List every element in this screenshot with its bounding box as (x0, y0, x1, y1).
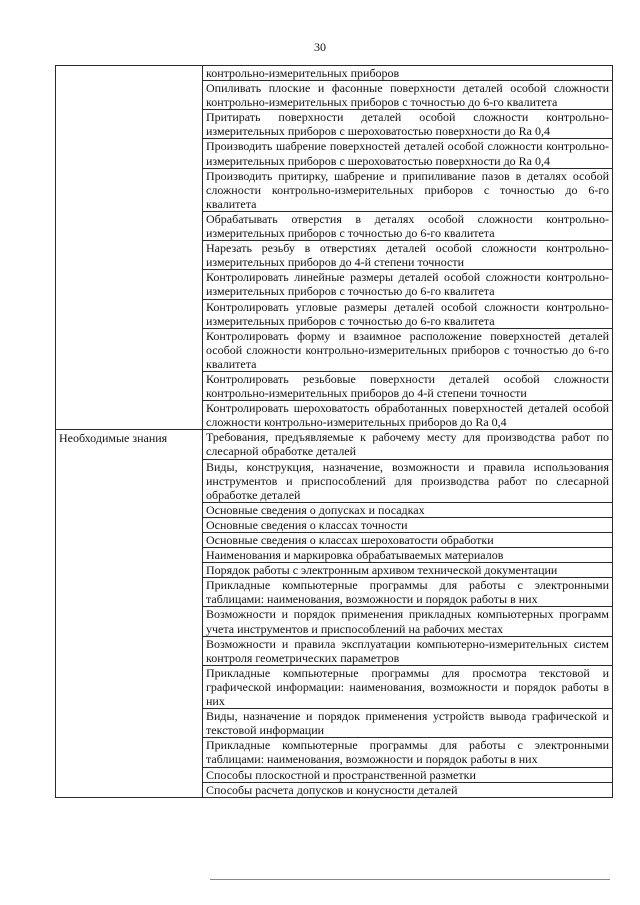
requirement-item: Способы расчета допусков и конусности деталей (203, 782, 613, 797)
table-body (56, 66, 613, 798)
requirement-item: Опиливать плоские и фасонные поверхности деталей особой сложности контрольно-измерительных приборов с точностью до 6-го квалитета (203, 81, 613, 110)
requirement-item: Контролировать угловые размеры деталей особой сложности контрольно-измерительных приборов с точностью до 6-го квалитета (203, 299, 613, 328)
section-label: Необходимые знания (56, 430, 203, 797)
requirement-item: Наименования и маркировка обрабатываемых материалов (203, 548, 613, 563)
requirement-item: Производить притирку, шабрение и припиливание пазов в деталях особой сложности контрольно-измерительных приборов с точностью до 6-го квалитета (203, 168, 613, 211)
requirement-item: Основные сведения о допусках и посадках (203, 502, 613, 517)
section-label (56, 66, 203, 430)
bottom-rule (210, 879, 610, 880)
requirement-item: Нарезать резьбу в отверстиях деталей особой сложности контрольно-измерительных приборов до 4-й степени точности (203, 241, 613, 270)
requirement-item: Основные сведения о классах шероховатости обработки (203, 533, 613, 548)
page-number: 30 (314, 40, 326, 54)
requirement-item: контрольно-измерительных приборов (203, 66, 613, 81)
requirement-item: Притирать поверхности деталей особой сложности контрольно-измерительных приборов с шероховатостью поверхности до Ra 0,4 (203, 110, 613, 139)
requirement-item: Основные сведения о классах точности (203, 517, 613, 532)
requirement-item: Производить шабрение поверхностей деталей особой сложности контрольно-измерительных приборов с шероховатостью поверхности до Ra 0,4 (203, 139, 613, 168)
requirement-item: Виды, назначение и порядок применения устройств вывода графической и текстовой информации (203, 709, 613, 738)
requirement-item: Способы плоскостной и пространственной разметки (203, 767, 613, 782)
requirement-item: Требования, предъявляемые к рабочему месту для производства работ по слесарной обработке деталей (203, 430, 613, 459)
requirement-item: Возможности и порядок применения прикладных компьютерных программ учета инструментов и приспособлений на рабочих местах (203, 607, 613, 636)
requirement-item: Возможности и правила эксплуатации компьютерно-измерительных систем контроля геометрических параметров (203, 636, 613, 665)
requirement-item: Виды, конструкция, назначение, возможности и правила использования инструментов и приспособлений для производства работ по слесарной обработке деталей (203, 459, 613, 502)
requirement-item: Контролировать резьбовые поверхности деталей особой сложности контрольно-измерительных приборов до 4-й степени точности (203, 371, 613, 400)
requirement-item: Порядок работы с электронным архивом технической документации (203, 563, 613, 578)
requirement-item: Прикладные компьютерные программы для просмотра текстовой и графической информации: наименования, возможности и порядок работы в них (203, 665, 613, 708)
requirements-table (55, 65, 613, 798)
requirement-item: Прикладные компьютерные программы для работы с электронными таблицами: наименования, возможности и порядок работы в них (203, 738, 613, 767)
table-row (56, 430, 613, 459)
requirement-item: Обрабатывать отверстия в деталях особой сложности контрольно-измерительных приборов с точностью до 6-го квалитета (203, 211, 613, 240)
requirement-item: Контролировать линейные размеры деталей особой сложности контрольно-измерительных приборов с точностью до 6-го квалитета (203, 270, 613, 299)
requirement-item: Прикладные компьютерные программы для работы с электронными таблицами: наименования, возможности и порядок работы в них (203, 578, 613, 607)
requirement-item: Контролировать форму и взаимное расположение поверхностей деталей особой сложности контрольно-измерительных приборов с точностью до 6-го квалитета (203, 328, 613, 371)
requirement-item: Контролировать шероховатость обработанных поверхностей деталей особой сложности контрольно-измерительных приборов до Ra 0,4 (203, 401, 613, 430)
table-row (56, 66, 613, 81)
